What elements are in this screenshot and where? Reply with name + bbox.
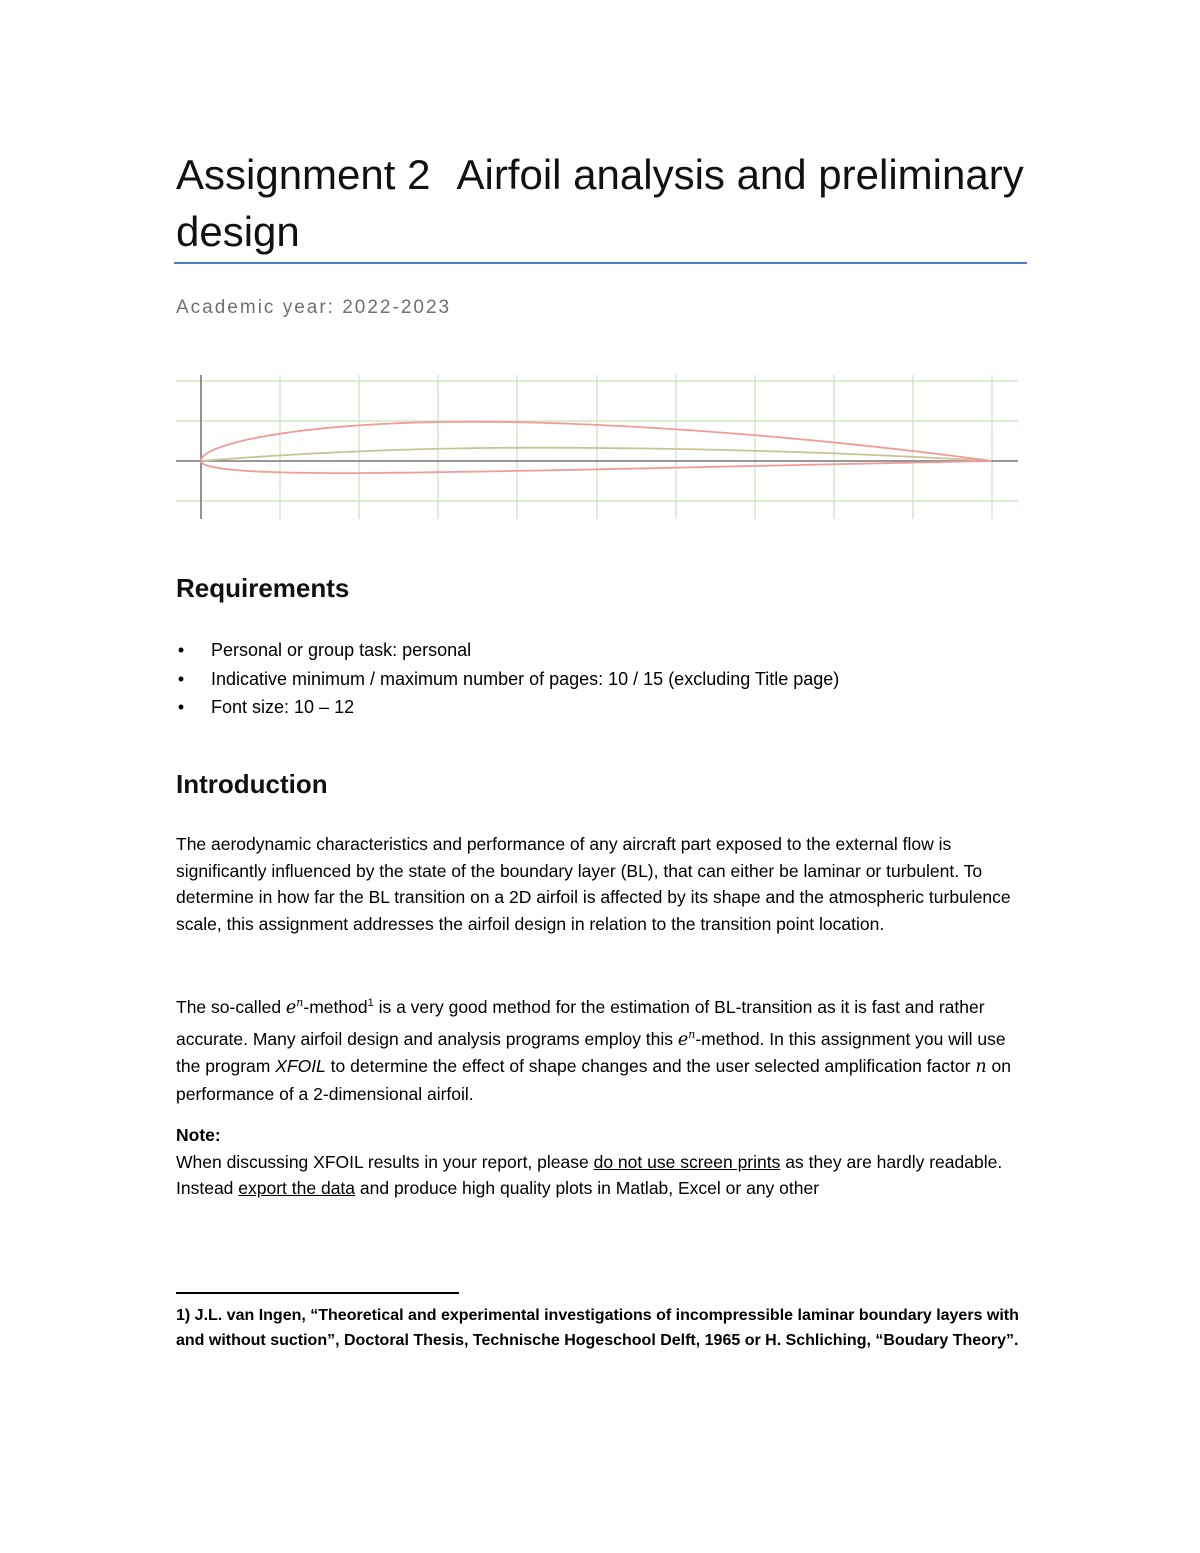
figure-grid [176,375,1018,519]
airfoil-profile-figure [176,372,1020,520]
math-e-n [677,1027,696,1050]
requirement-text: Indicative minimum / maximum number of pages: 10 / 15 (excluding Title page) [211,668,840,689]
math-e: e [285,998,297,1018]
bullet: • [177,697,185,717]
text-run: is a very good method for the estimation of BL-transition as it is fast and rather accurate. Many airfoil design and analysis programs employ this [176,997,985,1049]
math-n-superscript: n [296,996,304,1009]
math-n-superscript: n [688,1027,696,1041]
requirements-list [176,636,839,722]
footnote-reference[interactable]: 1 [367,997,374,1009]
title-assignment-number: Assignment 2 [176,151,431,198]
title-topic: Airfoil analysis and preliminary design [176,151,1024,255]
requirement-item [176,636,839,665]
program-name: XFOIL [275,1056,326,1076]
underlined-phrase-export-data: export the data [238,1178,356,1198]
note-label: Note: [176,1125,221,1145]
underlined-phrase-screen-prints: do not use screen prints [593,1151,781,1172]
math-e: e [677,1029,689,1050]
introduction-heading: Introduction [176,769,328,799]
text-run: on performance of a 2-dimensional airfoil. [176,1056,1011,1104]
text-run: -method [303,997,368,1017]
text-run: and produce high quality plots in Matlab, Excel or any other [355,1178,820,1198]
requirements-heading: Requirements [176,573,350,603]
math-e-n [286,998,303,1018]
note-block [176,1122,1026,1202]
title-underline [174,262,1027,264]
text-run: as they are hardly readable. Instead [176,1151,1003,1198]
bullet: • [177,640,185,660]
page-title [176,146,1036,260]
bullet: • [177,668,185,689]
text-run: -method. In this assignment you will use the program [176,1028,1006,1076]
intro-paragraph-2 [176,990,1026,1107]
footnote-text: 1) J.L. van Ingen, “Theoretical and experimental investigations of incompressible laminar boundary layers with and without suction”, Doctoral Thesis, Technische Hogeschool Delft, 1965 or H. Schliching, “Boudary Theory”. [176,1307,1019,1349]
requirement-text: Font size: 10 – 12 [211,697,355,717]
requirement-item [176,665,839,694]
requirement-text: Personal or group task: personal [211,640,472,660]
academic-year: Academic year: 2022-2023 [176,297,452,318]
requirement-item [176,693,839,722]
footnote-separator [176,1292,459,1294]
text-run: When discussing XFOIL results in your report, please [176,1151,594,1172]
intro-paragraph-1: The aerodynamic characteristics and performance of any aircraft part exposed to the external flow is significantly influenced by the state of the boundary layer (BL), that can either be laminar or turbulent. To determine in how far the BL transition on a 2D airfoil is affected by its shape and the atmospheric turbulence scale, this assignment addresses the airfoil design in relation to the transition point location. [176,834,1011,934]
text-run: The so-called [176,997,286,1017]
text-run: to determine the effect of shape changes and the user selected amplification factor [325,1056,976,1076]
math-n: n [975,1057,987,1077]
